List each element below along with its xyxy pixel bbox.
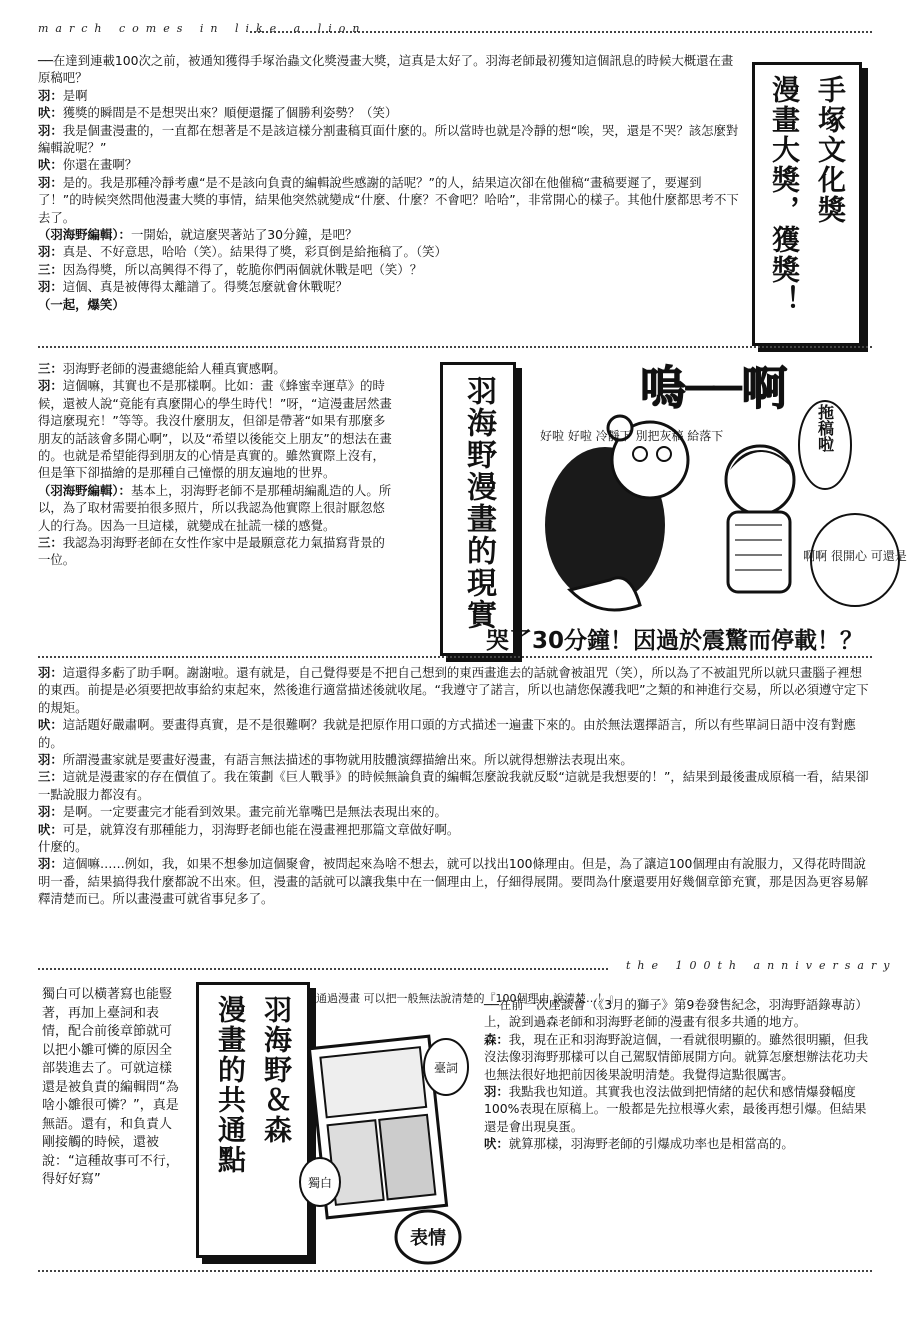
dialogue-text: 你還在畫啊？ <box>62 157 138 173</box>
dialogue-line <box>38 534 396 569</box>
divider-top <box>250 31 872 33</box>
monologue-column <box>42 986 184 1190</box>
section4-text <box>484 996 876 1153</box>
manga-panel <box>379 1115 435 1200</box>
dialogue-line <box>38 156 742 173</box>
divider-end <box>38 1270 872 1272</box>
dialogue-line <box>38 377 396 481</box>
dialogue-line <box>38 768 872 803</box>
dialogue-text: 是啊 <box>62 87 88 103</box>
dialogue-line <box>38 87 742 104</box>
divider-bottom <box>38 968 608 970</box>
speaker-label: 三： <box>38 261 63 277</box>
speaker-label: 羽： <box>38 122 63 138</box>
speaker-label: （羽海野編輯）： <box>38 482 131 498</box>
dialogue-line <box>38 855 872 907</box>
dialogue-text: 就算那樣，羽海野老師的引爆成功率也是相當高的。 <box>508 1136 794 1152</box>
section3-text <box>38 664 872 908</box>
speaker-label: （一起，爆笑） <box>38 296 125 312</box>
running-head-bottom: the 100th anniversary <box>626 959 897 972</box>
speaker-label: 吠： <box>38 157 63 173</box>
speaker-label: 羽： <box>38 378 63 394</box>
speaker-label: 三： <box>38 361 63 376</box>
dialogue-line <box>484 1135 876 1152</box>
dialogue-text: 這個嘛……例如，我，如果不想參加這個聚會，被問起來為啥不想去，就可以找出100條理由。但是，為了讓這100個理由有說服力，又得花時間說明一番，結果搞得我什麼都說不出來。但，漫畫的話就可以讓我集中在一個理由上，仔細得展開。要問為什麼還要用好幾個章節充實，那是因為更容易解釋清楚而已。所以畫漫畫可就省事兒多了。 <box>38 856 869 907</box>
bubble-happy-text: 啊啊 很開心 可還是 <box>803 549 907 563</box>
dialogue-line <box>38 278 742 295</box>
dialogue-line <box>484 1083 876 1135</box>
speaker-label: 羽： <box>38 279 63 295</box>
dialogue-line <box>38 838 872 855</box>
dialogue-text: 我點我也知道。其實我也沒法做到把情緒的起伏和感情爆發幅度100%表現在原稿上。一般都是先拉根導火索，最後再想引爆。但結果還是會出現臭蛋。 <box>484 1084 867 1134</box>
author-head <box>726 446 794 514</box>
dialogue-text: 我，現在正和羽海野說這個，一看就很明顯的。雖然很明顯，但我沒法像羽海野那樣可以自己駕馭情節展開方向。就算怎麼想辦法花功夫也無法很好地把前因後果說明清楚。我覺得這點很厲害。 <box>484 1031 869 1082</box>
illustration-caption: 哭了30分鐘！因過於震驚而停載！？ <box>486 628 864 654</box>
divider <box>38 346 872 348</box>
banner-line: 漫畫的共通點 <box>214 995 247 1175</box>
tag-expression-text: 表情 <box>410 1228 446 1249</box>
speaker-label: 羽： <box>484 1084 509 1100</box>
banner-reality <box>440 362 516 656</box>
dialogue-text: 這就是漫畫家的存在價值了。我在策劃《巨人戰爭》的時候無論負責的編輯怎麼說我就反駁“這就是我想要的！”，結果到最後畫成原稿一看，結果卻一點說服力都沒有。 <box>38 769 869 802</box>
dialogue-text: 是啊。一定要畫完才能看到效果。畫完前光靠嘴巴是無法表現出來的。 <box>62 804 447 820</box>
dialogue-line <box>38 122 742 157</box>
dialogue-text: 這還得多虧了助手啊。謝謝啦。還有就是，自己覺得要是不把自己想到的東西畫進去的話就會被詛咒（笑），所以為了不被詛咒所以就只畫腦子裡想的東西。前提是必須要把故事給約束起來，然後進行適當描述後就收尾。“我遵守了諾言，所以也請您保護我吧”之類的和神進行交易，所以必須遵守定下的規矩。 <box>38 665 869 715</box>
manga-panel <box>320 1047 426 1117</box>
dialogue-text: ──在前一次座談會（《3月的獅子》第9卷發售紀念，羽海野語錄專訪）上，說到過森老師和羽海野老師的漫畫有很多共通的地方。 <box>484 997 868 1030</box>
dialogue-text: 是的。我是那種冷靜考慮“是不是該向負責的編輯說些感謝的話呢？”的人，結果這次卻在他催稿“畫稿要遲了，要遲到了！”的時候突然問他漫畫大獎的事情，結果他突然就變成“什麼、什麼？不會吧？哈哈”，非常開心的樣子。其他什麼都思考不下去了。 <box>38 174 739 225</box>
dialogue-text: ──在達到連載100次之前，被通知獲得手塚治蟲文化獎漫畫大獎，這真是太好了。羽海老師最初獲知這個訊息的時候大概還在畫原稿吧？ <box>38 53 734 86</box>
speaker-label: 吠： <box>38 105 63 121</box>
speaker-label: 羽： <box>38 665 63 680</box>
dialogue-line <box>38 261 742 278</box>
dialogue-line <box>38 716 872 751</box>
bubble-drag-text: 拖稿啦 <box>815 404 835 452</box>
dialogue-text: 真是、不好意思，哈哈（笑）。結果得了獎，彩頁倒是給拖稿了。（笑） <box>62 244 447 260</box>
speaker-label: 森： <box>484 1031 509 1047</box>
speaker-label: 羽： <box>38 87 63 103</box>
banner-common-points <box>196 982 310 1258</box>
tag-dialogue-text: 臺詞 <box>433 1061 459 1075</box>
dialogue-line <box>38 751 872 768</box>
dialogue-line <box>38 174 742 226</box>
dialogue-text: 我是個畫漫畫的，一直都在想著是不是該這樣分割畫稿頁面什麼的。所以當時也就是冷靜的想“唉，哭，還是不哭？該怎麼對編輯說呢？” <box>38 122 739 156</box>
speaker-label: 羽： <box>38 804 63 820</box>
dialogue-line <box>38 821 872 838</box>
speaker-label: 三： <box>38 769 63 785</box>
sfx-crying: 嗚──啊 <box>640 361 788 415</box>
dialogue-line <box>38 243 742 260</box>
dialogue-line <box>484 996 876 1031</box>
dialogue-text: 一開始，就這麼哭著站了30分鐘，是吧？ <box>130 227 358 243</box>
speaker-label: 吠： <box>38 717 63 733</box>
banner-line: 羽海野＆森 <box>260 995 293 1145</box>
manga-illustration-panels <box>296 982 619 1272</box>
sfx-calm-down: 好啦 好啦 冷靜下 別把灰稿 給落下 <box>540 429 724 443</box>
dialogue-text: 什麼的。 <box>38 839 88 855</box>
tag-monologue-text: 獨白 <box>307 1176 333 1190</box>
panel-note: 通過漫畫 可以把一般無法說清楚的『100個理由 說清楚…！』 <box>316 992 619 1005</box>
running-head-top: march comes in like a lion <box>38 22 367 35</box>
dialogue-text: 可是，就算沒有那種能力，羽海野老師也能在漫畫裡把那篇文章做好啊。 <box>62 821 460 837</box>
dialogue-text: 所謂漫畫家就是要畫好漫畫，有語言無法描述的事物就用肢體演繹描繪出來。所以就得想辦法表現出來。 <box>62 752 633 768</box>
manga-illustration-crying <box>510 350 910 650</box>
section1-text <box>38 52 742 313</box>
speaker-label: 吠： <box>38 821 63 837</box>
dialogue-line <box>38 104 742 121</box>
dialogue-text: 這話題好嚴肅啊。要畫得真實，是不是很難啊？我就是把原作用口頭的方式描述一遍畫下來的。由於無法選擇語言，所以有些單詞日語中沒有對應的。 <box>38 717 856 750</box>
divider <box>38 656 872 658</box>
dialogue-text: 獲獎的瞬間是不是想哭出來？順便還擺了個勝利姿勢？（笑） <box>62 105 398 121</box>
dialogue-text: 這個嘛，其實也不是那樣啊。比如：畫《蜂蜜幸運草》的時候，還被人說“竟能有真麼開心的學生時代！”呀，“這漫畫居然畫得這麼現充！”等等。我沒什麼朋友，但卻是帶著“如果有那麼多朋友的話該會多開心啊”，以及“希望以後能交上朋友”的想法在畫的。也就是希望能得到朋友的心情是真實的。雖然實際上沒有，但是筆下卻描繪的是那種自己憧憬的朋友遍地的世界。 <box>38 378 392 481</box>
dialogue-line <box>484 1031 876 1083</box>
banner-line: 漫畫大獎，獲獎！ <box>768 75 801 315</box>
speaker-label: 三： <box>38 535 63 551</box>
dialogue-text: 我認為羽海野老師在女性作家中是最願意花力氣描寫背景的一位。 <box>38 535 385 568</box>
dialogue-line <box>38 360 396 377</box>
dialogue-line <box>38 52 742 87</box>
speaker-label: （羽海野編輯）： <box>38 227 131 243</box>
dialogue-line <box>38 664 872 716</box>
banner-line: 羽海野漫畫的現實 <box>461 375 496 631</box>
speaker-label: 羽： <box>38 856 63 872</box>
speaker-label: 羽： <box>38 174 63 190</box>
speaker-label: 羽： <box>38 244 63 260</box>
banner-line: 手塚文化獎 <box>814 75 847 225</box>
monologue-text: 獨白可以橫著寫也能豎著，再加上臺詞和表情，配合前後章節就可以把小雛可憐的原因全部裝進去了。可就這樣還是被負責的編輯問“為啥小雛很可憐？”，真是無語。還有，和負責人剛接觸的時候，還被說：“這種故事可不行，得好好寫” <box>42 987 179 1187</box>
dialogue-line <box>38 226 742 243</box>
dialogue-line <box>38 296 742 313</box>
dialogue-text: 羽海野老師的漫畫總能給人種真實感啊。 <box>62 361 286 376</box>
section2-text <box>38 360 396 569</box>
dialogue-line <box>38 482 396 534</box>
banner-tezuka-award <box>752 62 862 346</box>
speaker-label: 吠： <box>484 1136 509 1152</box>
dialogue-line <box>38 803 872 820</box>
speaker-label: 羽： <box>38 752 63 768</box>
dialogue-text: 因為得獎，所以高興得不得了，乾脆你們兩個就休戰是吧（笑）？ <box>62 261 423 277</box>
dialogue-text: 這個、真是被傳得太離譜了。得獎怎麼就會休戰呢？ <box>62 279 348 295</box>
dialogue-text: 基本上，羽海野老師不是那種胡編亂造的人。所以，為了取材需要拍很多照片，所以我認為他實際上很討厭忽悠人的行為。因為一旦這樣，就變成在扯謊一樣的感覺。 <box>38 482 392 533</box>
